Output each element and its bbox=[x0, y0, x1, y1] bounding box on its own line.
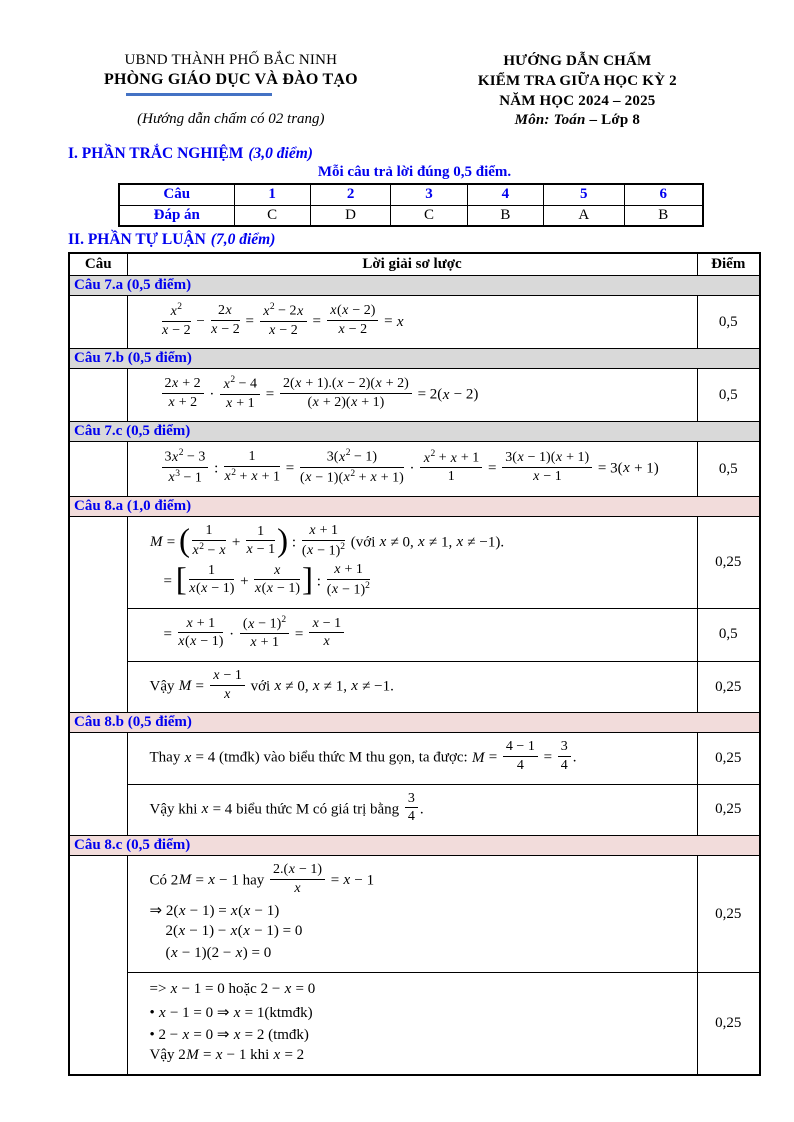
grading-guide-title: HƯỚNG DẪN CHẤM bbox=[503, 53, 652, 69]
plain-text: Vậy bbox=[149, 678, 179, 695]
answer-block-title: Câu 8.a (1,0 điểm) bbox=[69, 496, 760, 516]
math-line bbox=[149, 790, 689, 827]
solution-cell bbox=[127, 442, 697, 497]
math-text: · bbox=[405, 460, 419, 477]
solution-row bbox=[69, 733, 760, 784]
plain-text: hoặc bbox=[224, 981, 261, 998]
question-number-cell bbox=[69, 442, 127, 497]
math-text: M = bbox=[178, 678, 208, 695]
fraction: $\frac{x - 1}{x}$ bbox=[208, 668, 247, 702]
mc-question-cell: 5 bbox=[544, 184, 625, 205]
plain-text: . bbox=[572, 749, 577, 766]
big-bracket: ( bbox=[178, 522, 190, 559]
fraction: $\frac{2(x + 1).(x - 2)(x + 2)}{(x + 2)(x + 1)}$ bbox=[278, 376, 414, 410]
math-text: + bbox=[236, 573, 253, 590]
math-text: = bbox=[163, 626, 176, 643]
plain-text: khi bbox=[246, 1047, 274, 1064]
math-line bbox=[150, 1003, 689, 1022]
section2-heading: II. PHẦN TỰ LUẬN (7,0 điểm) bbox=[68, 231, 276, 249]
plain-text: (tmđk) vào biểu thức M thu gọn, ta được: bbox=[215, 749, 472, 766]
fraction: $\frac{4 - 1}{4}$ bbox=[501, 739, 540, 773]
plain-text: Có bbox=[149, 872, 171, 889]
mc-note: Mỗi câu trả lời đúng 0,5 điểm. bbox=[317, 164, 512, 181]
math-text: M = bbox=[471, 749, 501, 766]
points-cell: 0,25 bbox=[697, 661, 760, 712]
math-text: + bbox=[228, 534, 245, 551]
points-cell: 0,25 bbox=[697, 784, 760, 835]
mc-question-cell: 1 bbox=[234, 184, 310, 205]
solution-cell bbox=[127, 516, 697, 608]
fraction: $\frac{1}{x - 1}$ bbox=[246, 523, 276, 558]
math-line bbox=[150, 741, 689, 775]
fraction: $\frac{x + 1}{(x - 1)^2}$ bbox=[326, 561, 370, 598]
answer-block-title: Câu 8.c (0,5 điểm) bbox=[69, 835, 760, 855]
solution-row bbox=[69, 855, 760, 972]
math-line bbox=[150, 901, 689, 920]
math-text: x ≠ 0, x ≠ 1, x ≠ −1 bbox=[379, 534, 496, 551]
math-text: (x − 1)(2 − x) = 0 bbox=[165, 945, 272, 962]
plain-text: => bbox=[149, 981, 171, 998]
math-text: = bbox=[484, 460, 501, 477]
essay-header-row bbox=[69, 253, 760, 276]
math-line bbox=[150, 304, 689, 340]
points-cell: 0,25 bbox=[697, 516, 760, 608]
solution-cell bbox=[127, 973, 697, 1076]
math-text: = bbox=[262, 386, 278, 403]
fraction: $\frac{1}{x^2 - x}$ bbox=[192, 522, 226, 559]
points-cell: 0,25 bbox=[697, 973, 760, 1076]
math-text: · bbox=[225, 626, 238, 643]
essay-table bbox=[68, 252, 761, 1076]
math-text: 2 − x = 0 ⇒ x = 2 bbox=[158, 1027, 265, 1044]
big-bracket: [ bbox=[175, 561, 187, 598]
math-line bbox=[150, 522, 689, 561]
math-text: x = 4 bbox=[184, 749, 216, 766]
ministry-name: UBND THÀNH PHỐ BẮC NINH bbox=[124, 52, 338, 68]
math-text: − bbox=[192, 313, 209, 330]
essay-col-cau: Câu bbox=[69, 253, 127, 276]
plain-text: Thay bbox=[149, 749, 185, 766]
fraction: $\frac{3}{4}$ bbox=[403, 791, 420, 825]
question-number-cell bbox=[69, 296, 127, 349]
plain-text: . bbox=[390, 678, 394, 695]
math-line bbox=[150, 1025, 689, 1044]
solution-row bbox=[69, 661, 760, 712]
fraction: $\frac{1}{x^2 + x + 1}$ bbox=[224, 449, 281, 485]
points-cell: 0,5 bbox=[697, 442, 760, 497]
solution-row bbox=[69, 608, 760, 661]
math-text: : bbox=[288, 534, 300, 551]
fraction: $\frac{3x^2 - 3}{x^3 - 1}$ bbox=[160, 448, 211, 486]
pages-note: (Hướng dẫn chấm có 02 trang) bbox=[137, 111, 325, 127]
math-text: x ≠ 0, x ≠ 1, x ≠ −1 bbox=[274, 678, 391, 695]
question-number-cell bbox=[69, 855, 127, 1075]
plain-text: với bbox=[246, 678, 274, 695]
plain-text: • bbox=[149, 1005, 159, 1022]
fraction: $\frac{x + 1}{x(x - 1)}$ bbox=[178, 615, 224, 650]
plain-text: ). bbox=[495, 534, 505, 551]
essay-col-points: Điểm bbox=[697, 253, 760, 276]
question-number-cell bbox=[69, 733, 127, 836]
department-name: PHÒNG GIÁO DỤC VÀ ĐÀO TẠO bbox=[68, 71, 394, 89]
math-text: : bbox=[313, 573, 325, 590]
fraction: $\frac{x^2 - 4}{x + 1}$ bbox=[218, 375, 262, 411]
solution-cell bbox=[127, 296, 697, 349]
math-line bbox=[150, 923, 689, 942]
big-bracket: ) bbox=[277, 522, 289, 559]
answer-block-title-row bbox=[69, 496, 760, 516]
math-text: = bbox=[163, 573, 176, 590]
essay-col-solution: Lời giải sơ lược bbox=[127, 253, 697, 276]
answer-block-title-row bbox=[69, 276, 760, 296]
question-number-cell bbox=[69, 369, 127, 422]
fraction: $\frac{x + 1}{(x - 1)^2}$ bbox=[301, 522, 346, 559]
exam-title: KIỂM TRA GIỮA HỌC KỲ 2 bbox=[477, 72, 677, 89]
mc-question-cell: 6 bbox=[624, 184, 703, 205]
fraction: $\frac{3(x^2 - 1)}{(x - 1)(x^2 + x + 1)}$ bbox=[300, 448, 404, 486]
solution-row bbox=[69, 369, 760, 422]
math-text: = 3(x + 1) bbox=[594, 460, 659, 477]
answer-block-title-row bbox=[69, 349, 760, 369]
mc-row-label: Câu bbox=[119, 184, 234, 205]
mc-answer-cell: B bbox=[467, 205, 543, 226]
solution-cell bbox=[127, 855, 697, 972]
mc-answer-cell: B bbox=[624, 205, 703, 226]
mc-answer-cell: D bbox=[310, 205, 391, 226]
answer-block-title-row bbox=[69, 835, 760, 855]
math-text: M = bbox=[150, 534, 179, 551]
math-text: x = 2 bbox=[273, 1047, 305, 1064]
mc-answer-row bbox=[119, 205, 703, 226]
solution-cell bbox=[127, 608, 697, 661]
fraction: $\frac{x - 1}{x}$ bbox=[307, 616, 346, 650]
mc-answer-cell: A bbox=[544, 205, 625, 226]
math-line bbox=[149, 667, 689, 704]
points-cell: 0,5 bbox=[697, 369, 760, 422]
points-cell: 0,25 bbox=[697, 733, 760, 784]
math-text: · bbox=[205, 386, 219, 403]
math-line bbox=[150, 614, 689, 653]
math-text: 2 − x = 0 bbox=[260, 981, 316, 998]
solution-row bbox=[69, 442, 760, 497]
math-text: = bbox=[539, 749, 556, 766]
plain-text: (tmđk) bbox=[264, 1027, 309, 1044]
math-text: = bbox=[308, 313, 325, 330]
math-text: = 2(x − 2) bbox=[413, 386, 479, 403]
plain-text: Vậy bbox=[149, 1047, 179, 1064]
plain-text: hay bbox=[238, 872, 269, 889]
fraction: $\frac{1}{x(x - 1)}$ bbox=[189, 562, 235, 597]
solution-row bbox=[69, 973, 760, 1076]
answer-block-title-row bbox=[69, 713, 760, 733]
mc-answer-cell: C bbox=[391, 205, 467, 226]
math-text: = x − 1 bbox=[327, 872, 375, 889]
math-line bbox=[150, 945, 689, 964]
multiple-choice-table bbox=[118, 183, 704, 227]
points-cell: 0,5 bbox=[697, 608, 760, 661]
fraction: $\frac{x(x - 2)}{x - 2}$ bbox=[325, 303, 381, 337]
solution-row bbox=[69, 516, 760, 608]
fraction: $\frac{(x - 1)^2}{x + 1}$ bbox=[238, 615, 291, 651]
math-text: x = 4 bbox=[201, 801, 233, 818]
answer-block-title: Câu 7.c (0,5 điểm) bbox=[69, 422, 760, 442]
plain-text: • bbox=[149, 1027, 159, 1044]
big-bracket: ] bbox=[302, 561, 314, 598]
mc-answer-cell: C bbox=[234, 205, 310, 226]
document-header bbox=[68, 52, 761, 131]
math-line bbox=[150, 377, 689, 413]
fraction: $\frac{2x}{x - 2}$ bbox=[211, 303, 240, 337]
answer-block-title-row bbox=[69, 422, 760, 442]
math-text: = x bbox=[380, 313, 404, 330]
underline-decoration bbox=[126, 93, 272, 96]
fraction: $\frac{3(x - 1)(x + 1)}{x - 1}$ bbox=[500, 450, 594, 484]
solution-cell bbox=[127, 733, 697, 784]
answer-block-title: Câu 8.b (0,5 điểm) bbox=[69, 713, 760, 733]
solution-cell bbox=[127, 369, 697, 422]
answer-block-title: Câu 7.b (0,5 điểm) bbox=[69, 349, 760, 369]
mc-question-row bbox=[119, 184, 703, 205]
mc-row-label: Đáp án bbox=[119, 205, 234, 226]
plain-text: biểu thức M có giá trị bằng bbox=[232, 801, 403, 818]
fraction: $\frac{x^2 + x + 1}{1}$ bbox=[418, 449, 484, 485]
answer-block-title: Câu 7.a (0,5 điểm) bbox=[69, 276, 760, 296]
math-line bbox=[150, 450, 689, 488]
plain-text: Vậy khi bbox=[149, 801, 202, 818]
fraction: $\frac{x^2 - 2x}{x - 2}$ bbox=[258, 302, 309, 338]
math-text: : bbox=[210, 460, 223, 477]
question-number-cell bbox=[69, 516, 127, 712]
fraction: $\frac{2x + 2}{x + 2}$ bbox=[160, 376, 206, 410]
math-text: x − 1 = 0 ⇒ x = 1 bbox=[159, 1005, 265, 1022]
essay-table-body bbox=[69, 276, 760, 1076]
points-cell: 0,5 bbox=[697, 296, 760, 349]
math-text: 2(x − 1) − x(x − 1) = 0 bbox=[165, 923, 303, 940]
math-text: x − 1 = 0 bbox=[170, 981, 225, 998]
subject-line: Môn: Toán – Lớp 8 bbox=[514, 112, 641, 129]
math-line bbox=[150, 981, 689, 1000]
math-text: ⇒ 2(x − 1) = x(x − 1) bbox=[149, 903, 280, 920]
plain-text: (ktmđk) bbox=[264, 1005, 313, 1022]
math-text: = bbox=[241, 313, 258, 330]
fraction: $\frac{2.(x - 1)}{x}$ bbox=[268, 862, 327, 896]
solution-cell bbox=[127, 784, 697, 835]
mc-question-cell: 2 bbox=[310, 184, 391, 205]
points-cell: 0,25 bbox=[697, 855, 760, 972]
fraction: $\frac{3}{4}$ bbox=[556, 739, 573, 773]
fraction: $\frac{x^2}{x - 2}$ bbox=[162, 302, 191, 338]
document-title-block bbox=[394, 52, 761, 131]
issuing-authority bbox=[68, 52, 394, 131]
math-text: = bbox=[282, 460, 299, 477]
solution-row bbox=[69, 296, 760, 349]
math-text: 2M = x − 1 bbox=[178, 1047, 247, 1064]
school-year: NĂM HỌC 2024 – 2025 bbox=[499, 92, 656, 109]
fraction: $\frac{x}{x(x - 1)}$ bbox=[254, 562, 301, 597]
section1-heading: I. PHẦN TRẮC NGHIỆM (3,0 điểm) bbox=[68, 145, 313, 163]
mc-question-cell: 3 bbox=[391, 184, 467, 205]
mc-question-cell: 4 bbox=[467, 184, 543, 205]
math-text: 2M = x − 1 bbox=[170, 872, 239, 889]
math-text: = bbox=[291, 626, 308, 643]
math-line bbox=[150, 1047, 689, 1066]
plain-text: (với bbox=[347, 534, 380, 551]
solution-cell bbox=[127, 661, 697, 712]
solution-row bbox=[69, 784, 760, 835]
plain-text: . bbox=[419, 801, 424, 818]
math-line bbox=[150, 561, 689, 600]
math-line bbox=[149, 861, 689, 898]
